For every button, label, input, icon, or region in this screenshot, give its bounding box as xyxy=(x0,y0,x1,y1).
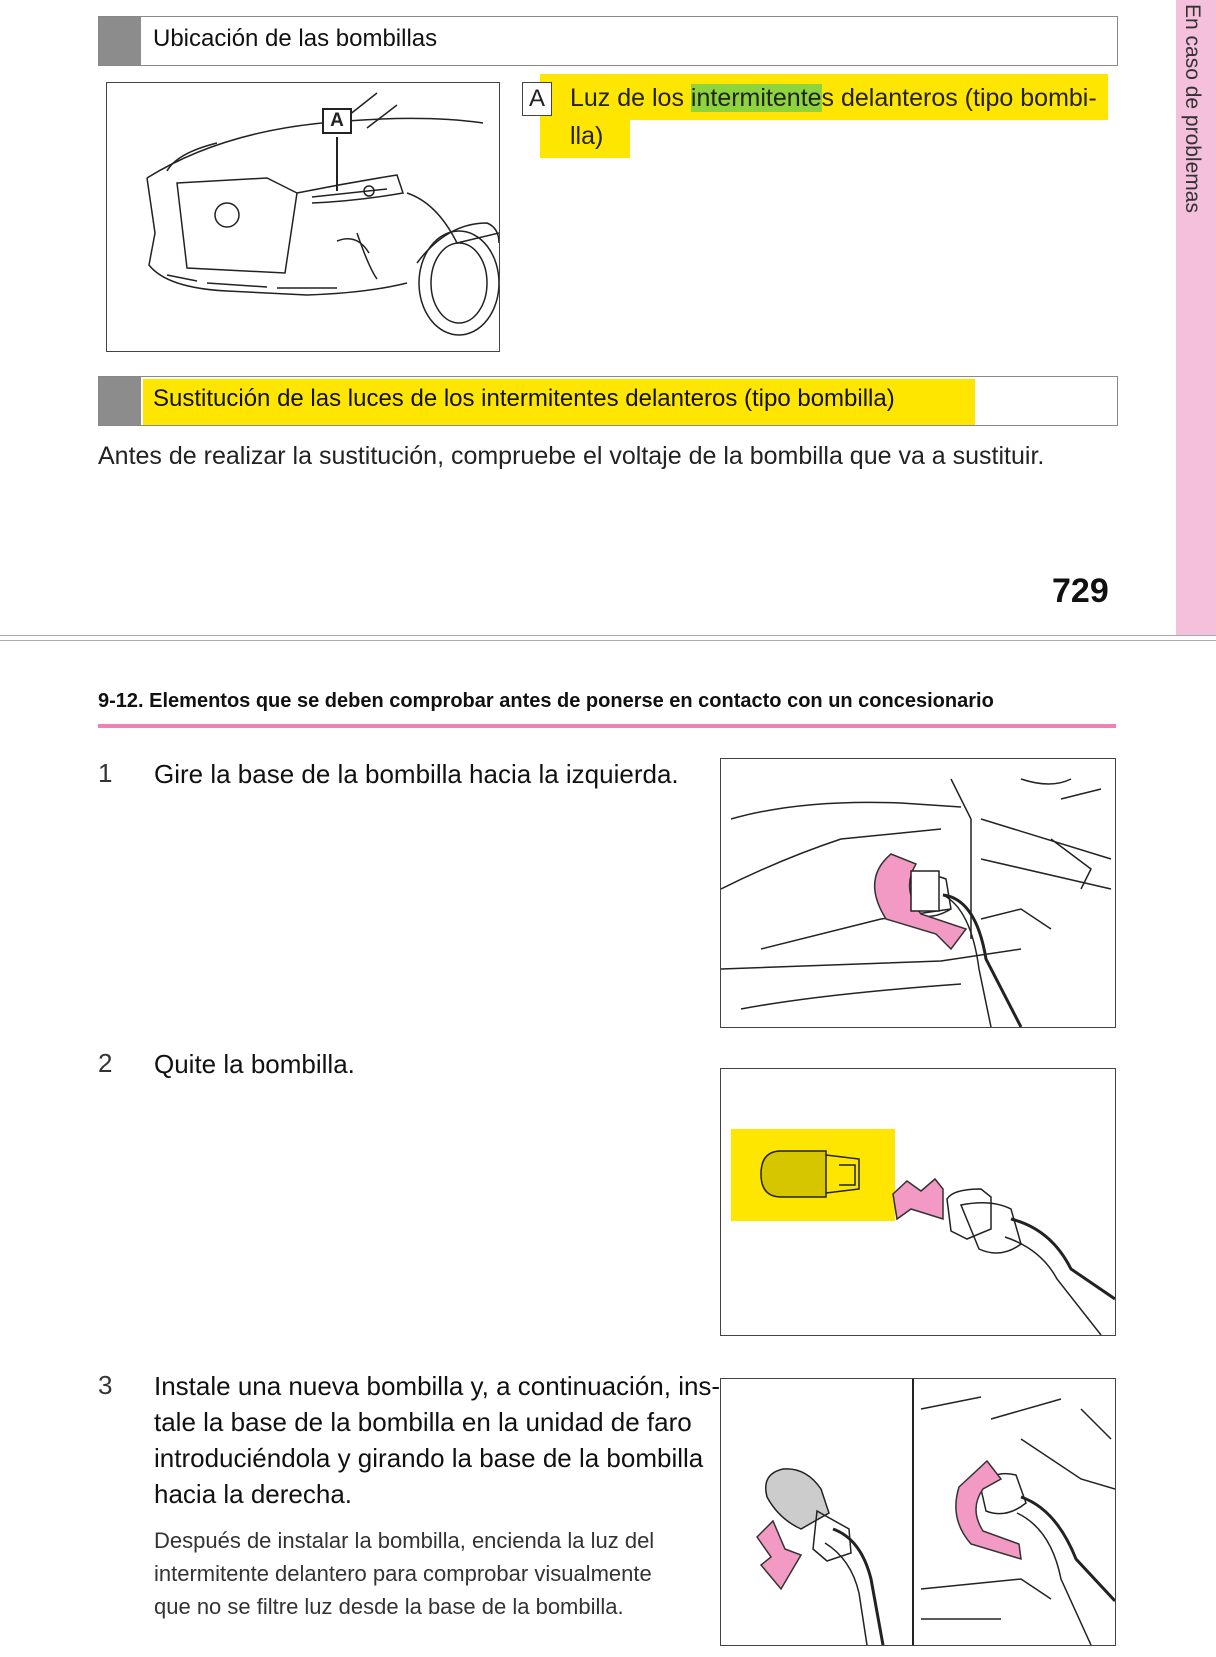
step-text-line: Instale una nueva bombilla y, a continuación, ins- xyxy=(154,1371,721,1401)
note-line: intermitente delantero para comprobar visualmente xyxy=(154,1561,652,1586)
chapter-underline xyxy=(98,724,1116,728)
car-front-illustration xyxy=(106,82,500,352)
section-title: Sustitución de las luces de los intermitentes delanteros (tipo bombilla) xyxy=(153,385,895,412)
step-text: Quite la bombilla. xyxy=(154,1049,355,1079)
section-header-location xyxy=(98,16,1118,66)
step1-illustration xyxy=(720,758,1116,1028)
page-number: 729 xyxy=(1052,572,1109,610)
note-line: que no se filtre luz desde la base de la bombilla. xyxy=(154,1594,624,1619)
step-text-line: introduciéndola y girando la base de la bombilla xyxy=(154,1443,704,1473)
step2-illustration xyxy=(720,1068,1116,1336)
intro-text: Antes de realizar la sustitución, compruebe el voltaje de la bombilla que va a sustituir. xyxy=(98,442,1045,470)
page-divider xyxy=(0,640,1216,641)
note-line: Después de instalar la bombilla, encienda la luz del xyxy=(154,1528,655,1553)
side-tab-label: En caso de problemas xyxy=(1181,4,1204,213)
section-header-replacement xyxy=(98,376,1118,426)
step-text xyxy=(154,1368,720,1512)
step3-illustration xyxy=(720,1378,1116,1646)
legend-letter-a: A xyxy=(522,82,552,116)
legend-a-text: Luz de los intermitentes delanteros (tipo bombi- xyxy=(570,84,1097,112)
section-title: Ubicación de las bombillas xyxy=(153,25,438,52)
step-note xyxy=(154,1524,654,1623)
step-text-line: tale la base de la bombilla en la unidad de faro xyxy=(154,1407,692,1437)
chapter-heading: 9-12. Elementos que se deben comprobar antes de ponerse en contacto con un concesionario xyxy=(98,690,994,712)
highlight-intermitente: intermitente xyxy=(690,84,822,112)
page-divider xyxy=(0,635,1216,636)
step-number: 1 xyxy=(98,758,113,788)
legend-a-text-line2: lla) xyxy=(570,122,604,150)
step-number: 2 xyxy=(98,1048,113,1078)
callout-a-label: A xyxy=(330,110,344,131)
step-text-line: hacia la derecha. xyxy=(154,1479,353,1509)
section-header-bar xyxy=(99,377,141,425)
step-number: 3 xyxy=(98,1370,113,1400)
step-text: Gire la base de la bombilla hacia la izquierda. xyxy=(154,759,679,789)
section-header-bar xyxy=(99,17,141,65)
